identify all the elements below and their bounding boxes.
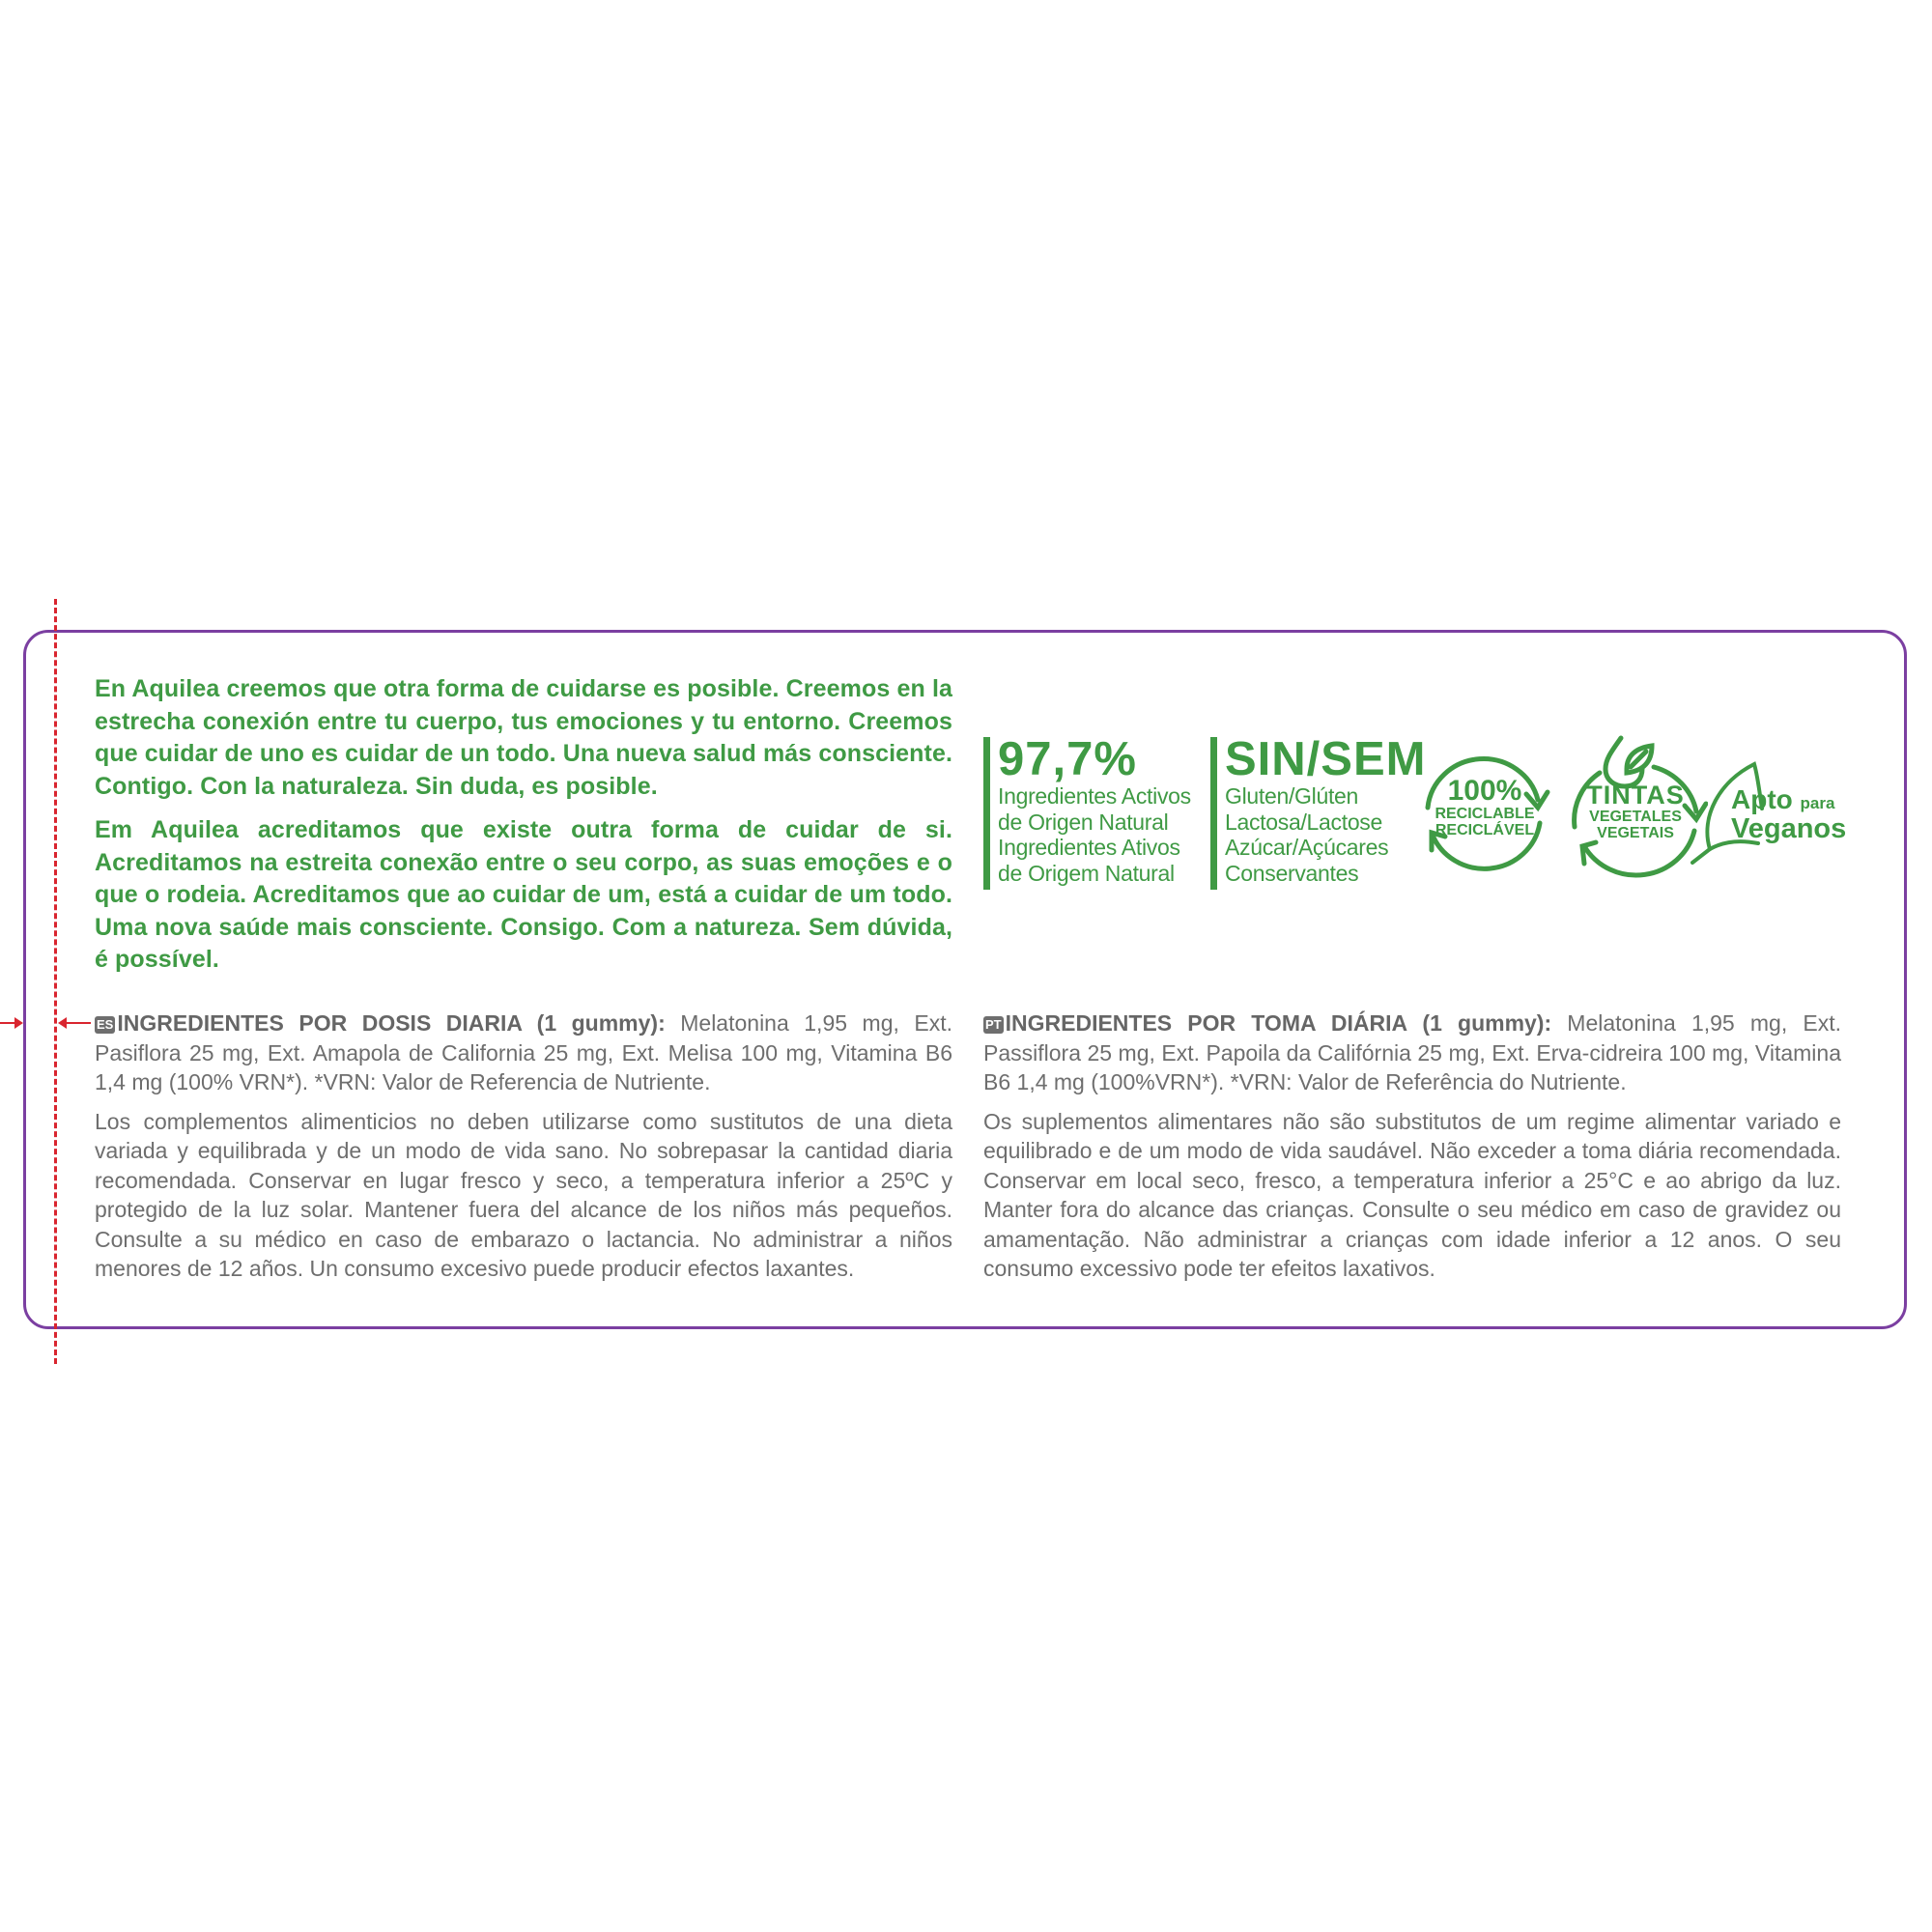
- vegan-apto: Apto: [1731, 784, 1793, 814]
- free-from-item: Gluten/Glúten: [1225, 783, 1359, 809]
- vegan-badge: [1690, 758, 1855, 869]
- free-from-title: SIN/SEM: [1225, 733, 1427, 785]
- legal-text-es: [95, 1009, 952, 1293]
- warnings-pt: Os suplementos alimentares não são substitutos de um regime alimentar variado e equilibrado e de um modo de vida saudável. Não exceder a toma diária recomendada. Conservar em local seco, fresco, a temperatura inferior a 25°C e ao abrigo da luz. Manter fora do alcance das crianças. Consulte o seu médico em caso de gravidez ou amamentação. Não administrar a crianças com idade inferior a 12 anos. O seu consumo excessivo pode ter efeitos laxativos.: [983, 1108, 1841, 1281]
- ingredients-es: [95, 1009, 952, 1097]
- intro-paragraph-es: En Aquilea creemos que otra forma de cuidarse es posible. Creemos en la estrecha conexión entre tu cuerpo, tus emociones y tu entorno. Creemos que cuidar de uno es cuidar de un todo. Una nueva salud más consciente. Contigo. Con la naturaleza. Sin duda, es posible.: [95, 675, 952, 800]
- natural-percentage: 97,7%: [998, 733, 1137, 785]
- vegan-line2: Veganos: [1731, 813, 1847, 844]
- ingredients-heading-pt: INGREDIENTES POR TOMA DIÁRIA (1 gummy):: [1005, 1010, 1552, 1036]
- language-tag-pt: PT: [985, 1017, 1002, 1032]
- intro-text-pt: [95, 814, 952, 988]
- arrow-right-icon: [0, 1022, 21, 1024]
- inks-pt: VEGETAIS: [1597, 825, 1674, 841]
- ingredients-heading-es: INGREDIENTES POR DOSIS DIARIA (1 gummy):: [117, 1010, 666, 1036]
- recyclable-percent: 100%: [1447, 775, 1522, 807]
- stat-line: de Origen Natural: [998, 809, 1169, 835]
- language-tag-es: ES: [97, 1017, 114, 1032]
- inks-label: [1563, 809, 1708, 841]
- ingredients-pt: [983, 1009, 1841, 1097]
- ingredients-list-pt: Melatonina 1,95 mg, Ext. Passiflora 25 mg, Ext. Papoila da Califórnia 25 mg, Ext. Erva-cidreira 100 mg, Vitamina B6 1,4 mg (100%VRN*). *VRN: Valor de Referência do Nutriente.: [983, 1010, 1841, 1094]
- legal-text-pt: [983, 1009, 1841, 1293]
- free-from-item: Azúcar/Açúcares: [1225, 835, 1389, 860]
- recyclable-badge: [1416, 750, 1553, 877]
- ingredients-list-es: Melatonina 1,95 mg, Ext. Pasiflora 25 mg, Ext. Amapola de California 25 mg, Ext. Melisa 100 mg, Vitamina B6 1,4 mg (100% VRN*). *VRN: Valor de Referencia de Nutriente.: [95, 1010, 952, 1094]
- stat-line: de Origem Natural: [998, 860, 1175, 886]
- free-from-item: Conservantes: [1225, 860, 1359, 886]
- cut-line-dashed: [54, 599, 57, 1364]
- warnings-es: Los complementos alimenticios no deben utilizarse como sustitutos de una dieta variada y equilibrada y de un modo de vida sano. No sobrepasar la cantidad diaria recomendada. Conservar en lugar fresco y seco, a temperatura inferior a 25ºC y protegido de la luz solar. Mantener fuera del alcance de los niños más pequeños. Consulte a su médico en caso de embarazo o lactancia. No administrar a niños menores de 12 años. Un consumo excesivo puede producir efectos laxantes.: [95, 1108, 952, 1281]
- vegan-para: para: [1800, 794, 1835, 812]
- intro-paragraph-pt: Em Aquilea acreditamos que existe outra forma de cuidar de si. Acreditamos na estreita conexão entre o seu corpo, as suas emoções e o que o rodeia. Acreditamos que ao cuidar de um, está a cuidar de um todo. Uma nova saúde mais consciente. Consigo. Com a natureza. Sem dúvida, é possível.: [95, 816, 952, 973]
- inks-title: TINTAS: [1586, 781, 1685, 810]
- stat-line: Ingredientes Activos: [998, 783, 1191, 809]
- recyclable-label: [1416, 806, 1553, 838]
- inks-es: VEGETALES: [1589, 809, 1682, 825]
- vegetable-inks-badge: [1563, 734, 1708, 881]
- free-from-item: Lactosa/Lactose: [1225, 809, 1383, 835]
- natural-origin-stat: [983, 733, 1196, 890]
- recyclable-pt: RECICLÁVEL: [1435, 822, 1535, 838]
- recyclable-es: RECICLABLE: [1435, 806, 1535, 822]
- arrow-left-icon: [60, 1022, 91, 1024]
- free-from-stat: [1210, 733, 1427, 890]
- stat-line: Ingredientes Ativos: [998, 835, 1180, 860]
- intro-text-es: [95, 673, 952, 814]
